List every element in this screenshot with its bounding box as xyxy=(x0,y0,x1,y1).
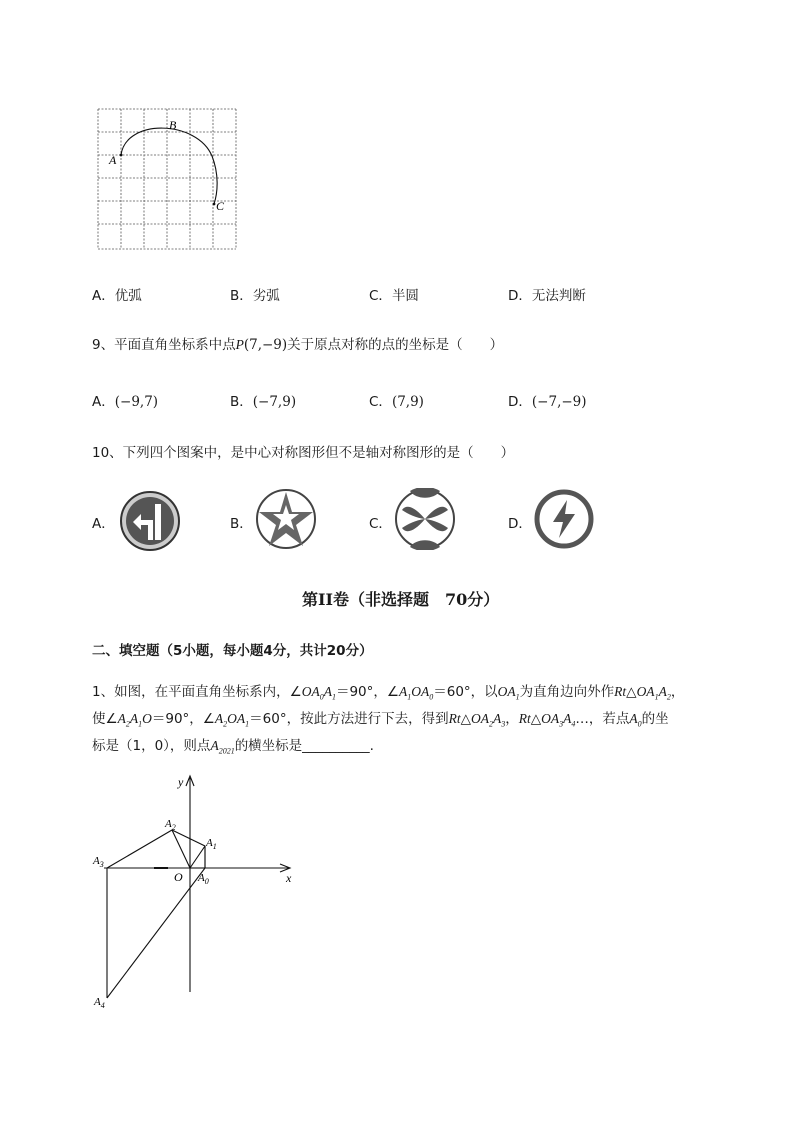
q9-option-d: D．(−7,−9) xyxy=(508,394,587,410)
label-b: B xyxy=(169,118,177,132)
label-c: C xyxy=(216,199,225,213)
q10-option-c-letter: C． xyxy=(369,516,392,532)
q9-stem: 9、平面直角坐标系中点P(7,−9)关于原点对称的点的坐标是（ ） xyxy=(92,337,504,353)
fill1-line2: 使$\angle A_2A_1O=90^\circ$，$\angle A_2OA_1=60^\circ$，按此方法进行下去，得到$Rt\triangle OA_2A_3$，$Rt\triangle OA_3A_4\dots$，若点$A_0$的坐 xyxy=(92,711,669,729)
q8-option-a: A．优弧 xyxy=(92,288,142,304)
label-a: A xyxy=(109,153,117,167)
q8-option-b: B．劣弧 xyxy=(230,288,280,304)
q10-stem: 10、下列四个图案中，是中心对称图形但不是轴对称图形的是（ ） xyxy=(92,445,515,461)
arc-curve xyxy=(121,128,217,204)
label-a4: $A_4$ xyxy=(94,996,105,1010)
fill1-line3: 标是（1，0），则点$A_{2021}$的横坐标是__________. xyxy=(92,738,374,756)
q8-option-d: D．无法判断 xyxy=(508,288,586,304)
label-a2: $A_2$ xyxy=(165,818,176,832)
y-axis-label: y xyxy=(178,775,184,789)
label-a3: $A_3$ xyxy=(93,855,104,869)
q10-option-a-letter: A． xyxy=(92,516,115,532)
star-pattern-icon xyxy=(255,488,317,550)
fill1-line1: 1、如图，在平面直角坐标系内，$\angle OA_0A_1=90^\circ$，$\angle A_1OA_0=60^\circ$，以$OA_1$为直角边向外作$Rt\triangle OA_1A_2$， xyxy=(92,684,685,702)
arc-grid-figure xyxy=(92,106,244,252)
four-petal-pattern-icon xyxy=(394,488,456,550)
x-axis-label: x xyxy=(286,871,292,885)
part2-title: 第II卷（非选择题 70分） xyxy=(302,590,500,609)
q8-option-c: C．半圆 xyxy=(369,288,419,304)
lightning-sign-icon xyxy=(533,488,595,550)
origin-label: O xyxy=(174,870,183,884)
section2-heading: 二、填空题（5小题，每小题4分，共计20分） xyxy=(92,643,373,659)
coordinate-figure xyxy=(90,770,310,1015)
label-a0: $A_0$ xyxy=(198,872,209,886)
q10-option-b-letter: B． xyxy=(230,516,253,532)
q9-option-b: B．(−7,9) xyxy=(230,394,297,410)
q10-option-d-letter: D． xyxy=(508,516,532,532)
label-a1: $A_1$ xyxy=(206,837,217,851)
q9-option-c: C．(7,9) xyxy=(369,394,424,410)
turn-left-sign-icon xyxy=(119,490,181,552)
q9-option-a: A．(−9,7) xyxy=(92,394,159,410)
